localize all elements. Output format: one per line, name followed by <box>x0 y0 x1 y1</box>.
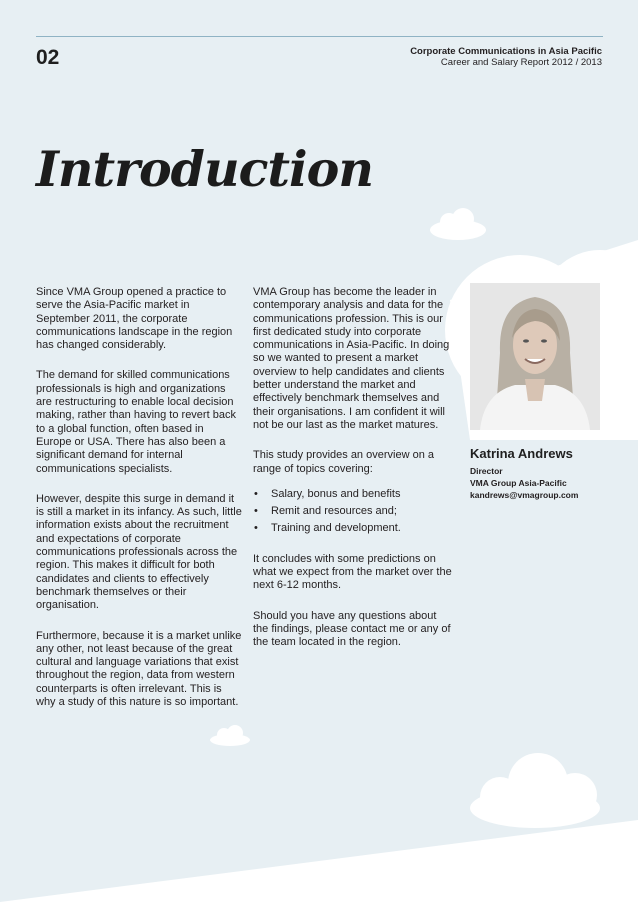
bullet-icon: • <box>254 505 258 518</box>
page-title: Introduction <box>36 140 373 198</box>
bullet-icon: • <box>254 487 258 500</box>
report-header <box>410 46 602 68</box>
profile-role: Director <box>470 466 503 476</box>
paragraph: The demand for skilled communications professionals is high and organizations are restructuring to enable local decision making, rather than having to revert back to a global function, often based in Europe or USA. There has also been a significant demand for internal communications specialists. <box>36 369 236 475</box>
list-item-text: Remit and resources and; <box>271 505 397 518</box>
page-number: 02 <box>36 46 60 69</box>
bullet-icon: • <box>254 522 258 535</box>
profile-email: kandrews@vmagroup.com <box>470 490 579 500</box>
paragraph: However, despite this surge in demand it is still a market in its infancy. As such, little information exists about the recruitment and expectations of corporate communications professionals across the region. This makes it difficult for both candidates and clients to effectively benchmark themselves or their organisation. <box>36 492 242 612</box>
paragraph: Since VMA Group opened a practice to serve the Asia-Pacific market in September 2011, the corporate communications landscape in the region has changed considerably. <box>36 286 233 352</box>
list-item-text: Training and development. <box>271 522 401 535</box>
portrait-image <box>470 283 600 430</box>
paragraph: It concludes with some predictions on what we expect from the market over the next 6-12 months. <box>253 552 452 592</box>
text-column-left <box>36 286 242 726</box>
paragraph: Furthermore, because it is a market unlike any other, not least because of the great cultural and language variations that exist throughout the region, data from western counterparts is often irrelevant. This is why a study of this nature is so important. <box>36 629 242 709</box>
list-item-text: Salary, bonus and benefits <box>271 487 401 500</box>
profile-name: Katrina Andrews <box>470 446 573 461</box>
report-title: Corporate Communications in Asia Pacific <box>410 46 602 57</box>
paragraph: Should you have any questions about the findings, please contact me or any of the team located in the region. <box>253 609 451 649</box>
list-item <box>253 505 453 518</box>
profile-photo <box>470 283 600 430</box>
topic-list <box>253 488 453 536</box>
paragraph: VMA Group has become the leader in contemporary analysis and data for the communications profession. This is our first dedicated study into corporate communications in Asia-Pacific. In doing so we wanted to present a market overview to help candidates and clients better understand the market and effectively benchmark themselves and their organisations. I am confident it will not be our last as the market matures. <box>253 286 450 431</box>
top-rule <box>36 36 603 37</box>
text-column-middle <box>253 286 453 667</box>
profile-company: VMA Group Asia-Pacific <box>470 478 567 488</box>
list-item <box>253 488 453 501</box>
report-subtitle: Career and Salary Report 2012 / 2013 <box>440 57 602 68</box>
profile-card <box>470 446 578 501</box>
list-item <box>253 522 453 535</box>
paragraph: This study provides an overview on a range of topics covering: <box>253 449 434 475</box>
